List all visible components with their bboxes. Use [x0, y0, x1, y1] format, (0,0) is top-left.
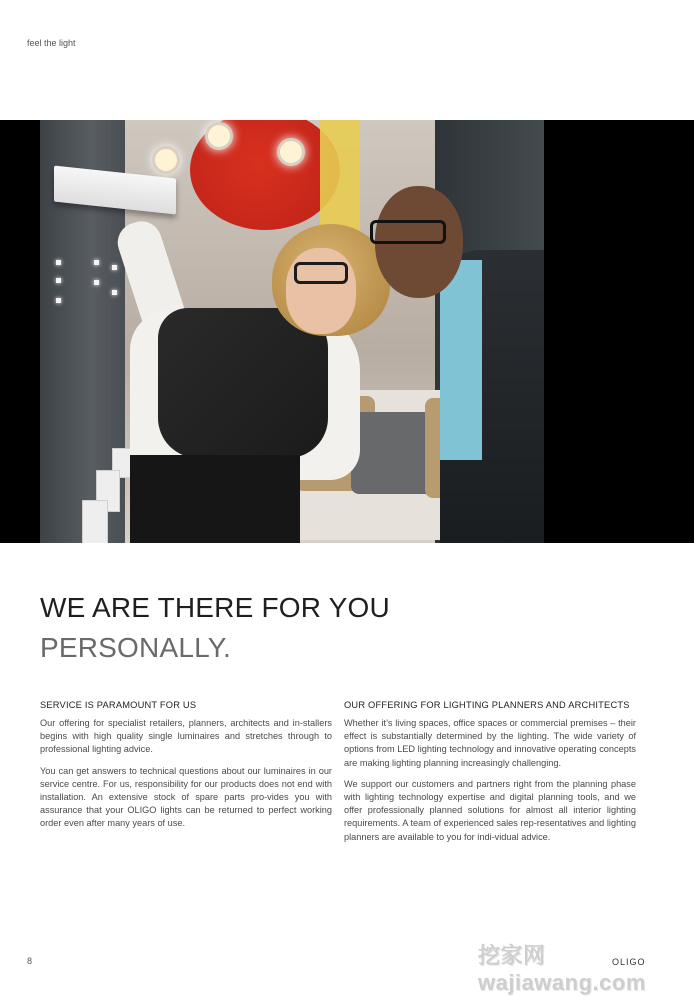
wall-light — [56, 278, 61, 283]
left-paragraph: Our offering for specialist retailers, planners, architects and in-stallers begins with high quality single luminaires and stretches through to professional lighting advice. — [40, 718, 332, 755]
watermark: 挖家网 wajiawang.com — [478, 943, 646, 995]
page-number: 8 — [27, 956, 33, 966]
wall-light — [94, 260, 99, 265]
headline-line1: WE ARE THERE FOR YOU — [40, 592, 390, 623]
wall-light — [56, 260, 61, 265]
right-paragraph: We support our customers and partners right from the planning phase with lighting technology expertise and digital planning tools, and we offer professionally planned solutions for almost all interior lighting requirements. A team of experienced sales rep-resentatives and lighting planners are available to you for indi-vidual advice. — [344, 778, 636, 842]
headline — [40, 591, 390, 666]
photo-band — [0, 120, 694, 543]
wall-light — [112, 290, 117, 295]
woman-face — [286, 248, 356, 334]
brand-logo: OLIGO — [612, 957, 646, 967]
tagline: feel the light — [27, 38, 76, 48]
spotlight-icon — [205, 122, 233, 150]
left-column-heading: SERVICE IS PARAMOUNT FOR US — [40, 700, 197, 710]
right-column — [344, 700, 636, 852]
left-paragraph: You can get answers to technical questions about our luminaires in our service centre. For us, responsibility for our products does not end with installation. An extensive stock of spare parts pro-vides you with assurance that your OLIGO lights can be returned to perfect working order even after many years of use. — [40, 765, 332, 829]
left-column — [40, 700, 332, 839]
headline-line2: PERSONALLY. — [40, 632, 232, 663]
man-shirt — [440, 260, 482, 460]
showroom-photo — [40, 120, 544, 543]
wall-box — [82, 500, 108, 543]
glasses-icon — [370, 220, 446, 244]
wall-light — [94, 280, 99, 285]
wall-light — [56, 298, 61, 303]
spotlight-icon — [152, 146, 180, 174]
woman-pants — [130, 455, 300, 543]
glasses-icon — [294, 262, 348, 284]
wall-light — [112, 265, 117, 270]
spotlight-icon — [277, 138, 305, 166]
right-column-heading: OUR OFFERING FOR LIGHTING PLANNERS AND ARCHITECTS — [344, 700, 630, 710]
right-paragraph: Whether it’s living spaces, office spaces or commercial premises – their effect is substantially determined by the lighting. The wide variety of options from LED lighting technology and innovative operating concepts are making lighting planning increasingly challenging. — [344, 718, 636, 768]
